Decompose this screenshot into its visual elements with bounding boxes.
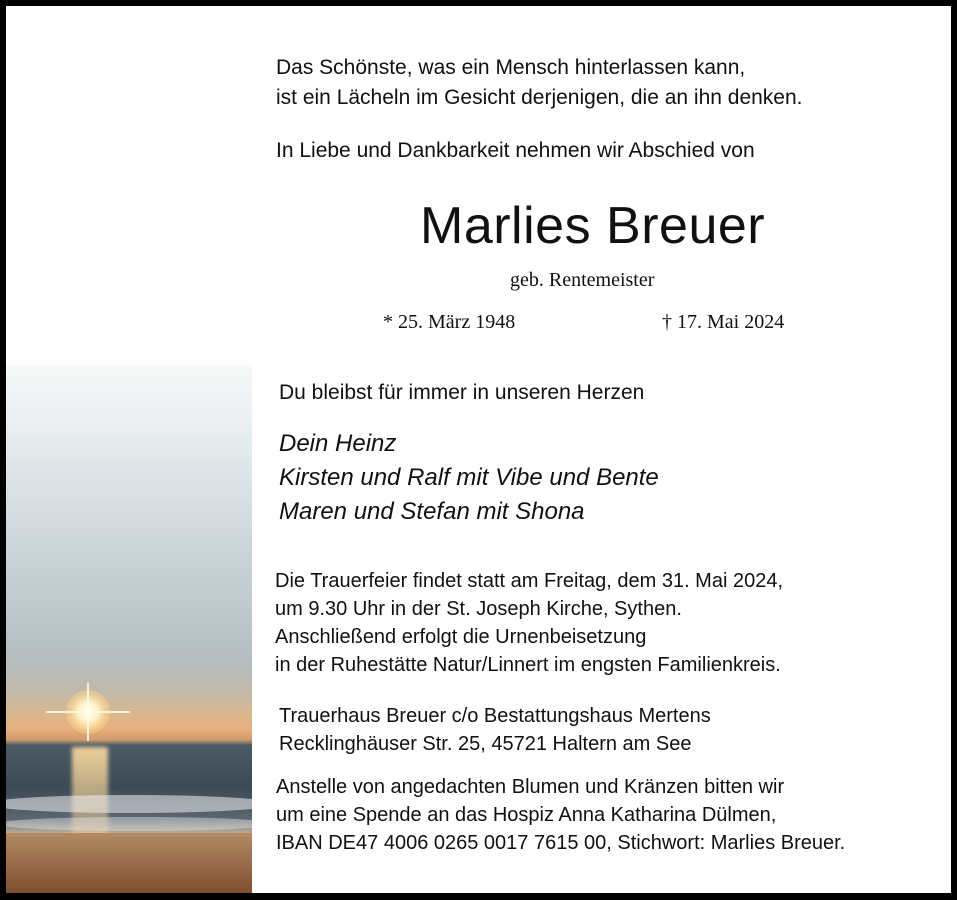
deceased-name: Marlies Breuer <box>420 197 766 255</box>
sun-ray-vertical <box>87 683 89 741</box>
wave-crest <box>6 795 252 813</box>
donation-line: IBAN DE47 4006 0265 0017 7615 00, Stichwort: Marlies Breuer. <box>276 832 846 854</box>
quote-line-1: Das Schönste, was ein Mensch hinterlassen kann, <box>276 56 746 79</box>
wave-foam <box>6 817 252 831</box>
beach-sand <box>6 833 252 893</box>
service-line: in der Ruhestätte Natur/Linnert im engsten Familienkreis. <box>275 654 781 676</box>
donation-line: Anstelle von angedachten Blumen und Kränzen bitten wir <box>276 776 785 798</box>
birth-date: * 25. März 1948 <box>383 311 516 333</box>
service-line: Die Trauerfeier findet statt am Freitag, dem 31. Mai 2024, <box>275 570 784 592</box>
mourner-line: Kirsten und Ralf mit Vibe und Bente <box>279 464 659 491</box>
intro-text: In Liebe und Dankbarkeit nehmen wir Abschied von <box>276 139 755 162</box>
address-line: Recklinghäuser Str. 25, 45721 Haltern am See <box>279 733 692 755</box>
death-date: † 17. Mai 2024 <box>662 311 785 333</box>
quote-line-2: ist ein Lächeln im Gesicht derjenigen, die an ihn denken. <box>276 86 803 109</box>
address-line: Trauerhaus Breuer c/o Bestattungshaus Mertens <box>279 705 711 727</box>
donation-line: um eine Spende an das Hospiz Anna Katharina Dülmen, <box>276 804 777 826</box>
mourner-line: Maren und Stefan mit Shona <box>279 498 585 525</box>
sunset-beach-photo <box>6 365 252 893</box>
service-line: Anschließend erfolgt die Urnenbeisetzung <box>275 626 647 648</box>
motto-text: Du bleibst für immer in unseren Herzen <box>279 381 645 404</box>
mourner-line: Dein Heinz <box>279 430 397 457</box>
service-line: um 9.30 Uhr in der St. Joseph Kirche, Sythen. <box>275 598 682 620</box>
maiden-name: geb. Rentemeister <box>510 269 655 291</box>
